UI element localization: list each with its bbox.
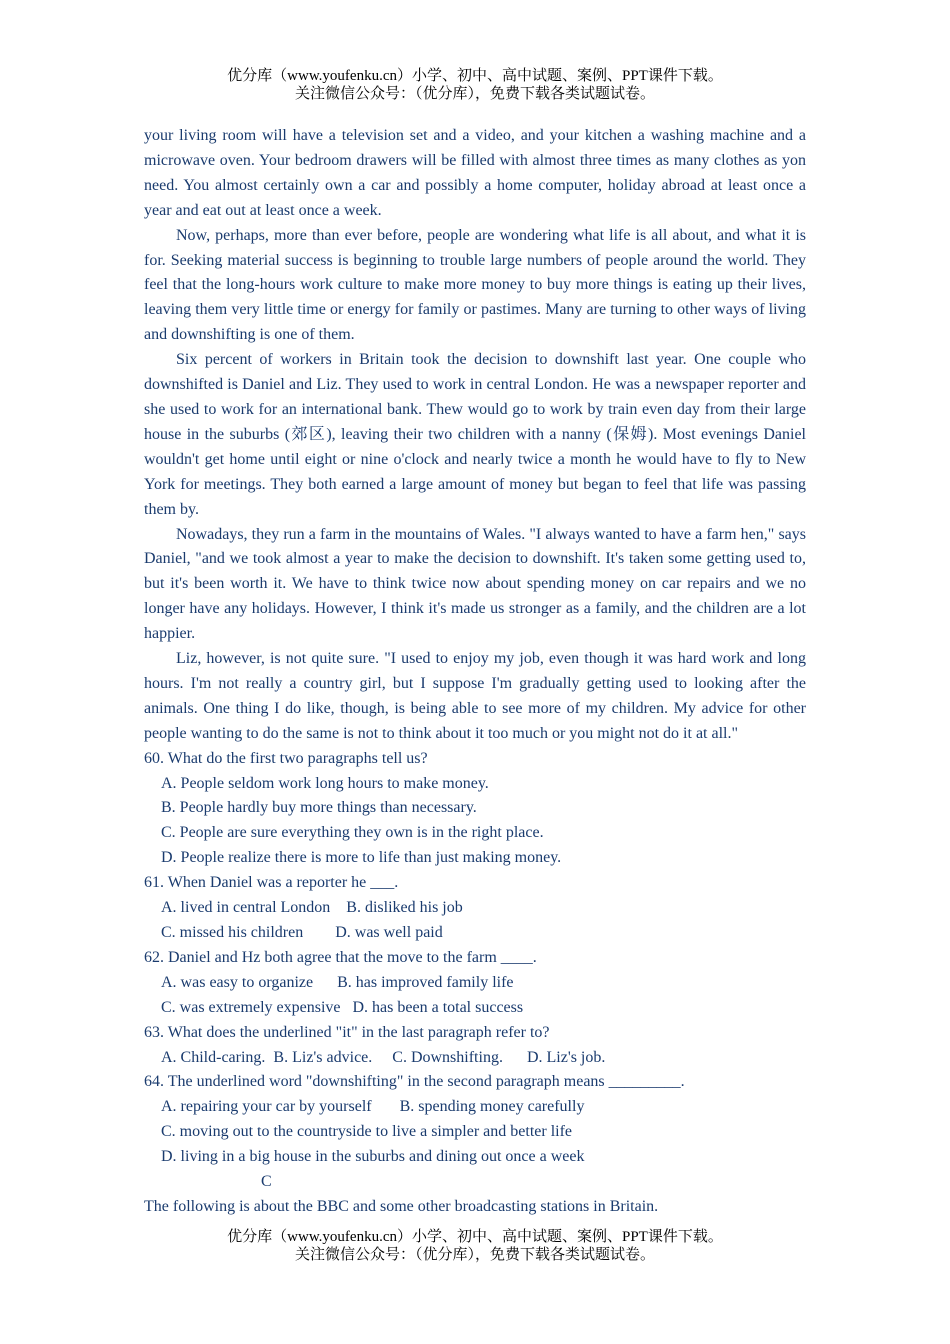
option-line: A. was easy to organize B. has improved family life — [161, 973, 514, 991]
passage-paragraph-1: your living room will have a television set and a video, and your kitchen a washing machine and a microwave oven. Your bedroom drawers will be filled with almost three times as many clothes as yon need. You almost certainly own a car and possibly a home computer, holiday abroad at least once a year and eat out at least once a week. — [144, 127, 806, 219]
footer-line-2: 关注微信公众号：（优分库），免费下载各类试题试卷。 — [294, 1247, 655, 1263]
option-line: A. People seldom work long hours to make money. — [161, 774, 489, 792]
section-letter: C — [261, 1173, 272, 1191]
header-line-2: 关注微信公众号：（优分库），免费下载各类试题试卷。 — [294, 86, 655, 102]
section-intro: The following is about the BBC and some other broadcasting stations in Britain. — [144, 1197, 659, 1215]
passage-paragraph-4: Nowadays, they run a farm in the mountains of Wales. "I always wanted to have a farm hen," says Daniel, "and we took almost a year to make the decision to downshift. It's taken some getting used to, but it's been worth it. We have to think twice now about spending money on car repairs and we no longer have any holidays. However, I think it's made us stronger as a family, and the children are a lot happier. — [144, 525, 806, 643]
page-header — [0, 67, 950, 103]
question-60 — [144, 747, 806, 872]
question-62 — [144, 946, 806, 1021]
question-63 — [144, 1021, 806, 1071]
question-stem: 61. When Daniel was a reporter he ___. — [144, 874, 399, 892]
option-line: A. lived in central London B. disliked his job — [161, 899, 463, 917]
option-line: C. missed his children D. was well paid — [161, 924, 443, 941]
option-line: C. was extremely expensive D. has been a total success — [161, 998, 524, 1016]
option-line: D. People realize there is more to life than just making money. — [161, 849, 562, 867]
question-stem: 62. Daniel and Hz both agree that the move to the farm ____. — [144, 948, 537, 966]
question-61 — [144, 871, 806, 946]
page-footer — [0, 1228, 950, 1264]
passage-paragraph-2: Now, perhaps, more than ever before, people are wondering what life is all about, and what it is for. Seeking material success is beginning to trouble large numbers of people around the world. They feel that the long-hours work culture to make more money to buy more things is eating up their lives, leaving them very little time or energy for family or pastimes. Many are turning to other ways of living and downshifting is one of them. — [144, 226, 806, 344]
option-line: C. moving out to the countryside to live a simpler and better life — [161, 1123, 573, 1141]
question-stem: 60. What do the first two paragraphs tell us? — [144, 749, 428, 767]
question-64 — [144, 1070, 806, 1170]
option-line: C. People are sure everything they own is in the right place. — [161, 824, 544, 842]
option-line: B. People hardly buy more things than necessary. — [161, 799, 477, 817]
question-stem: 64. The underlined word "downshifting" in the second paragraph means _________. — [144, 1073, 685, 1091]
passage-paragraph-5: Liz, however, is not quite sure. "I used to enjoy my job, even though it was hard work and long hours. I'm not really a country girl, but I suppose I'm gradually getting used to looking after the animals. One thing I do like, though, is being able to see more of my children. My advice for other people wanting to do the same is not to think about it too much or you might not do it at all." — [144, 650, 806, 742]
option-line: A. Child-caring. B. Liz's advice. C. Downshifting. D. Liz's job. — [161, 1048, 606, 1066]
question-stem: 63. What does the underlined "it" in the last paragraph refer to? — [144, 1023, 550, 1041]
header-line-1: 优分库（www.youfenku.cn）小学、初中、高中试题、案例、PPT课件下载。 — [227, 68, 723, 84]
passage-paragraph-3: Six percent of workers in Britain took the decision to downshift last year. One couple who downshifted is Daniel and Liz. They used to work in central London. He was a newspaper reporter and she used to work for an international bank. Thew would go to work by train even day from their large house in the suburbs (郊区), leaving their two children with a nanny (保姆). Most evenings Daniel wouldn't get home until eight or nine o'clock and nearly twice a month he would have to fly to New York for meetings. They both earned a large amount of money but began to feel that life was passing them by. — [144, 351, 806, 518]
option-line: A. repairing your car by yourself B. spending money carefully — [161, 1098, 585, 1116]
document-body — [144, 124, 806, 1220]
footer-line-1: 优分库（www.youfenku.cn）小学、初中、高中试题、案例、PPT课件下载。 — [227, 1229, 723, 1245]
option-line: D. living in a big house in the suburbs and dining out once a week — [161, 1148, 585, 1166]
